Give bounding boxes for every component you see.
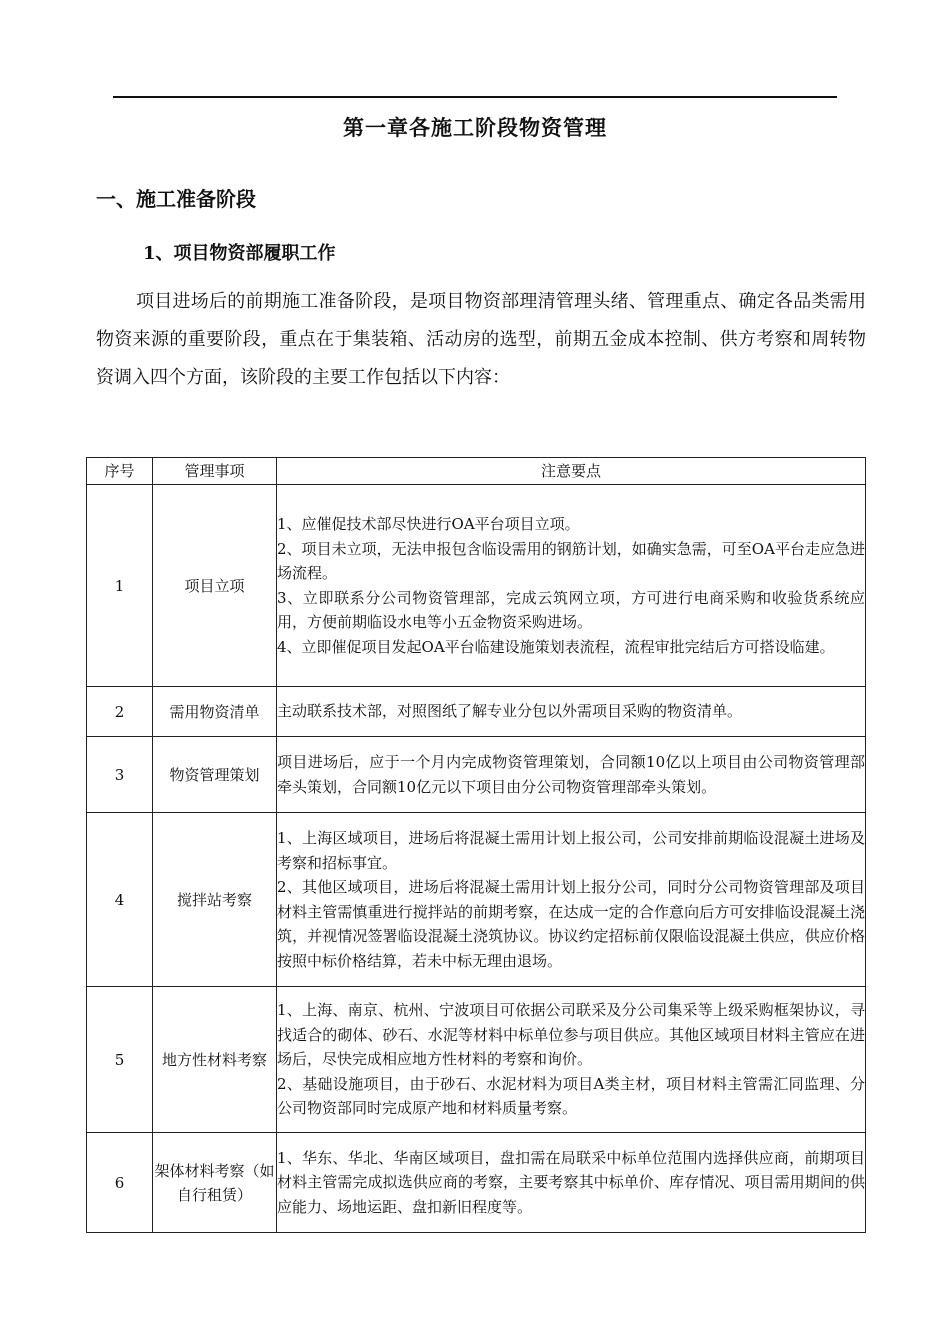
header-rule bbox=[113, 96, 837, 98]
header-serial: 序号 bbox=[87, 458, 153, 485]
row-item: 架体材料考察（如自行租赁） bbox=[153, 1133, 277, 1233]
row-notes bbox=[277, 485, 866, 687]
row-serial: 1 bbox=[87, 485, 153, 687]
note-line: 1、华东、华北、华南区域项目，盘扣需在局联采中标单位范围内选择供应商，前期项目材料主管需完成拟选供应商的考察，主要考察其中标单价、库存情况、项目需用期间的供应能力、场地运距、盘扣新旧程度等。 bbox=[277, 1148, 865, 1216]
table-row bbox=[87, 687, 866, 737]
table-row bbox=[87, 485, 866, 687]
note-line: 2、基础设施项目，由于砂石、水泥材料为项目A类主材，项目材料主管需汇同监理、分公司物资部同时完成原产地和材料质量考察。 bbox=[277, 1074, 865, 1118]
table-row bbox=[87, 737, 866, 813]
table-row bbox=[87, 1133, 866, 1233]
header-item: 管理事项 bbox=[153, 458, 277, 485]
note-line: 1、上海区域项目，进场后将混凝土需用计划上报公司，公司安排前期临设混凝土进场及考察和招标事宜。 bbox=[277, 829, 865, 872]
table-header-row bbox=[87, 458, 866, 485]
table-row bbox=[87, 813, 866, 987]
row-serial: 5 bbox=[87, 987, 153, 1133]
note-line: 1、应催促技术部尽快进行OA平台项目立项。 bbox=[277, 515, 580, 533]
row-item: 项目立项 bbox=[153, 485, 277, 687]
note-line: 1、上海、南京、杭州、宁波项目可依据公司联采及分公司集采等上级采购框架协议，寻找适合的砌体、砂石、水泥等材料中标单位参与项目供应。其他区域项目材料主管应在进场后，尽快完成相应地方性材料的考察和询价。 bbox=[277, 1001, 865, 1069]
subsection-title: 1、项目物资部履职工作 bbox=[143, 243, 336, 264]
note-line: 3、立即联系分公司物资管理部，完成云筑网立项，方可进行电商采购和收验货系统应用，方便前期临设水电等小五金物资采购进场。 bbox=[277, 588, 865, 631]
row-notes bbox=[277, 687, 866, 737]
intro-paragraph: 项目进场后的前期施工准备阶段，是项目物资部理清管理头绪、管理重点、确定各品类需用物资来源的重要阶段，重点在于集装箱、活动房的选型，前期五金成本控制、供方考察和周转物资调入四个方面，该阶段的主要工作包括以下内容： bbox=[96, 291, 866, 388]
row-notes bbox=[277, 987, 866, 1133]
row-serial: 3 bbox=[87, 737, 153, 813]
row-notes bbox=[277, 1133, 866, 1233]
note-line: 项目进场后，应于一个月内完成物资管理策划，合同额10亿以上项目由公司物资管理部牵头策划，合同额10亿元以下项目由分公司物资管理部牵头策划。 bbox=[277, 753, 865, 796]
note-line: 2、其他区域项目，进场后将混凝土需用计划上报分公司，同时分公司物资管理部及项目材料主管需慎重进行搅拌站的前期考察，在达成一定的合作意向后方可安排临设混凝土浇筑，并视情况签署临设混凝土浇筑协议。协议约定招标前仅限临设混凝土供应，供应价格按照中标价格结算，若未中标无理由退场。 bbox=[277, 878, 865, 970]
row-serial: 4 bbox=[87, 813, 153, 987]
note-line: 4、立即催促项目发起OA平台临建设施策划表流程，流程审批完结后方可搭设临建。 bbox=[277, 637, 835, 656]
chapter-title: 第一章各施工阶段物资管理 bbox=[343, 115, 607, 140]
row-serial: 6 bbox=[87, 1133, 153, 1233]
row-item: 地方性材料考察 bbox=[153, 987, 277, 1133]
header-notes: 注意要点 bbox=[277, 458, 866, 485]
row-serial: 2 bbox=[87, 687, 153, 737]
management-table bbox=[86, 457, 866, 1233]
row-item: 搅拌站考察 bbox=[153, 813, 277, 987]
row-item: 需用物资清单 bbox=[153, 687, 277, 737]
table-row bbox=[87, 987, 866, 1133]
section-title: 一、施工准备阶段 bbox=[96, 187, 256, 211]
note-line: 2、项目未立项，无法申报包含临设需用的钢筋计划，如确实急需，可至OA平台走应急进场流程。 bbox=[277, 539, 865, 582]
note-line: 主动联系技术部，对照图纸了解专业分包以外需项目采购的物资清单。 bbox=[277, 702, 743, 721]
row-notes bbox=[277, 813, 866, 987]
row-item: 物资管理策划 bbox=[153, 737, 277, 813]
row-notes bbox=[277, 737, 866, 813]
